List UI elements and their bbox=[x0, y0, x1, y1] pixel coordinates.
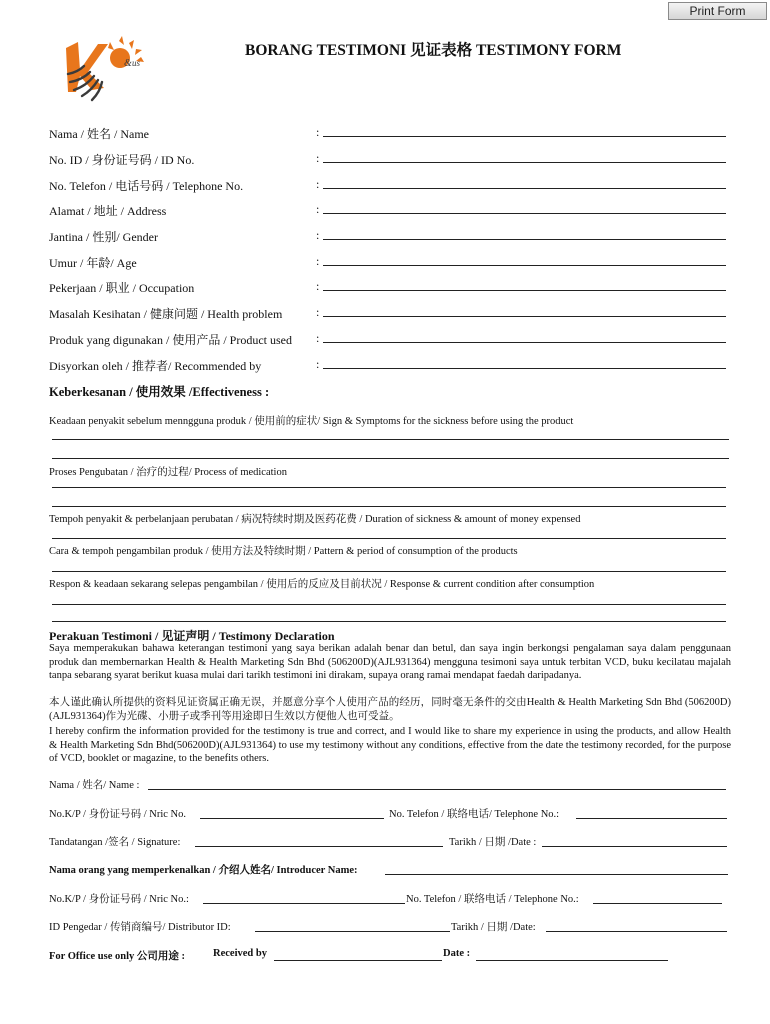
id-field[interactable] bbox=[323, 162, 726, 163]
form-title: BORANG TESTIMONI 见证表格 TESTIMONY FORM bbox=[245, 42, 622, 59]
signer-telephone-label: No. Telefon / 联络电话/ Telephone No.: bbox=[389, 809, 560, 820]
telephone-label: No. Telefon / 电话号码 / Telephone No. bbox=[49, 179, 244, 193]
duration-question: Tempoh penyakit & perbelanjaan perubatan / 病况特续时期及医药花费 / Duration of sickness & amount of money expensed bbox=[49, 514, 581, 525]
declaration-malay-text: Saya memperakukan bahawa keterangan testimoni yang saya berikan adalah benar dan betul, dan saya ingin berkongsi pengalaman saya dalam penggunaan produk dan membernarkan Health & Health Marketing Sdn Bhd (506200D)(AJL931364) mengguna tesimoni saya untuk terbitan VCD, buku kecilatau majalah tanpa sebarang syarat berikut kuasa mulai dari tarikh testimoni ini dirakam, supaya orang ramai mendapat faedah daripadanya. bbox=[49, 643, 731, 682]
colon: : bbox=[316, 202, 320, 216]
declaration-chinese-text: 本人谨此确认所提供的资料见证资属正确无误，并愿意分享个人使用产品的经历，同时毫无条件的交由Health & Health Marketing Sdn Bhd (506200D)(AJL931364)作为光碟、小册子或季刊等用途即日生效以方便他人也可受益。 bbox=[49, 697, 731, 722]
colon: : bbox=[316, 331, 320, 345]
colon: : bbox=[316, 125, 320, 139]
introducer-name-field[interactable] bbox=[385, 874, 728, 875]
age-label: Umur / 年龄/ Age bbox=[49, 256, 137, 270]
office-use-label: For Office use only 公司用途 : bbox=[49, 951, 185, 962]
symptoms-line-2[interactable] bbox=[52, 458, 729, 459]
declaration-heading: Perakuan Testimoni / 见证声明 / Testimony Declaration bbox=[49, 629, 335, 643]
introducer-telephone-label: No. Telefon / 联络电话 / Telephone No.: bbox=[406, 894, 579, 905]
print-form-button[interactable]: Print Form bbox=[668, 2, 767, 20]
office-date-field[interactable] bbox=[476, 960, 668, 961]
introducer-date-field[interactable] bbox=[546, 931, 727, 932]
telephone-field[interactable] bbox=[323, 188, 726, 189]
introducer-telephone-field[interactable] bbox=[593, 903, 722, 904]
name-field[interactable] bbox=[323, 136, 726, 137]
colon: : bbox=[316, 254, 320, 268]
signer-name-label: Nama / 姓名/ Name : bbox=[49, 780, 140, 791]
colon: : bbox=[316, 151, 320, 165]
introducer-nric-field[interactable] bbox=[203, 903, 405, 904]
signer-date-field[interactable] bbox=[542, 846, 727, 847]
name-label: Nama / 姓名 / Name bbox=[49, 127, 149, 141]
occupation-field[interactable] bbox=[323, 290, 726, 291]
id-label: No. ID / 身份证号码 / ID No. bbox=[49, 153, 195, 167]
medication-line-2[interactable] bbox=[52, 506, 726, 507]
consumption-line[interactable] bbox=[52, 571, 726, 572]
recommended-by-label: Disyorkan oleh / 推荐者/ Recommended by bbox=[49, 359, 262, 373]
declaration-english-text: I hereby confirm the information provided for the testimony is true and correct, and I would like to share my experience in using the products, and allow Health & Health Marketing Sdn Bhd(506200D)(AJL931364) to use my testimony without any conditions, effective from the date the testimony recorded, for the purpose of VCD, booklet or magazine, to the benefits others. bbox=[49, 726, 731, 765]
colon: : bbox=[316, 177, 320, 191]
introducer-date-label: Tarikh / 日期 /Date: bbox=[451, 922, 536, 933]
gender-field[interactable] bbox=[323, 239, 726, 240]
response-question: Respon & keadaan sekarang selepas pengambilan / 使用后的反应及目前状况 / Response & current condition after consumption bbox=[49, 579, 595, 590]
signature-label: Tandatangan /签名 / Signature: bbox=[49, 837, 181, 848]
svg-text:&: & bbox=[124, 58, 132, 69]
signer-nric-label: No.K/P / 身份证号码 / Nric No. bbox=[49, 809, 186, 820]
effectiveness-heading: Keberkesanan / 使用效果 /Effectiveness : bbox=[49, 385, 270, 399]
introducer-nric-label: No.K/P / 身份证号码 / Nric No.: bbox=[49, 894, 189, 905]
address-field[interactable] bbox=[323, 213, 726, 214]
symptoms-line-1[interactable] bbox=[52, 439, 729, 440]
received-by-label: Received by bbox=[213, 948, 267, 959]
company-logo bbox=[58, 30, 158, 102]
product-used-label: Produk yang digunakan / 使用产品 / Product used bbox=[49, 333, 292, 347]
colon: : bbox=[316, 357, 320, 371]
received-by-field[interactable] bbox=[274, 960, 442, 961]
distributor-id-field[interactable] bbox=[255, 931, 450, 932]
response-line-1[interactable] bbox=[52, 604, 726, 605]
colon: : bbox=[316, 305, 320, 319]
symptoms-question: Keadaan penyakit sebelum mennggunа produk / 使用前的症状/ Sign & Symptoms for the sickness before using the product bbox=[49, 416, 574, 427]
office-date-label: Date : bbox=[443, 948, 471, 959]
signature-field[interactable] bbox=[195, 846, 443, 847]
svg-text:us: us bbox=[132, 58, 141, 68]
distributor-id-label: ID Pengedar / 传销商编号/ Distributor ID: bbox=[49, 922, 231, 933]
product-used-field[interactable] bbox=[323, 342, 726, 343]
introducer-name-label: Nama orang yang memperkenalkan / 介绍人姓名/ Introducer Name: bbox=[49, 865, 358, 876]
medication-line-1[interactable] bbox=[52, 487, 726, 488]
address-label: Alamat / 地址 / Address bbox=[49, 204, 167, 218]
health-problem-field[interactable] bbox=[323, 316, 726, 317]
signer-date-label: Tarikh / 日期 /Date : bbox=[449, 837, 537, 848]
age-field[interactable] bbox=[323, 265, 726, 266]
signer-telephone-field[interactable] bbox=[576, 818, 727, 819]
signer-nric-field[interactable] bbox=[200, 818, 384, 819]
recommended-by-field[interactable] bbox=[323, 368, 726, 369]
health-problem-label: Masalah Kesihatan / 健康问题 / Health problem bbox=[49, 307, 283, 321]
response-line-2[interactable] bbox=[52, 621, 726, 622]
colon: : bbox=[316, 279, 320, 293]
duration-line[interactable] bbox=[52, 538, 726, 539]
occupation-label: Pekerjaan / 职业 / Occupation bbox=[49, 281, 195, 295]
medication-process-question: Proses Pengubatan / 治疗的过程/ Process of medication bbox=[49, 467, 287, 478]
colon: : bbox=[316, 228, 320, 242]
gender-label: Jantina / 性别/ Gender bbox=[49, 230, 158, 244]
consumption-pattern-question: Cara & tempoh pengambilan produk / 使用方法及特续时期 / Pattern & period of consumption of the products bbox=[49, 546, 518, 557]
signer-name-field[interactable] bbox=[148, 789, 726, 790]
